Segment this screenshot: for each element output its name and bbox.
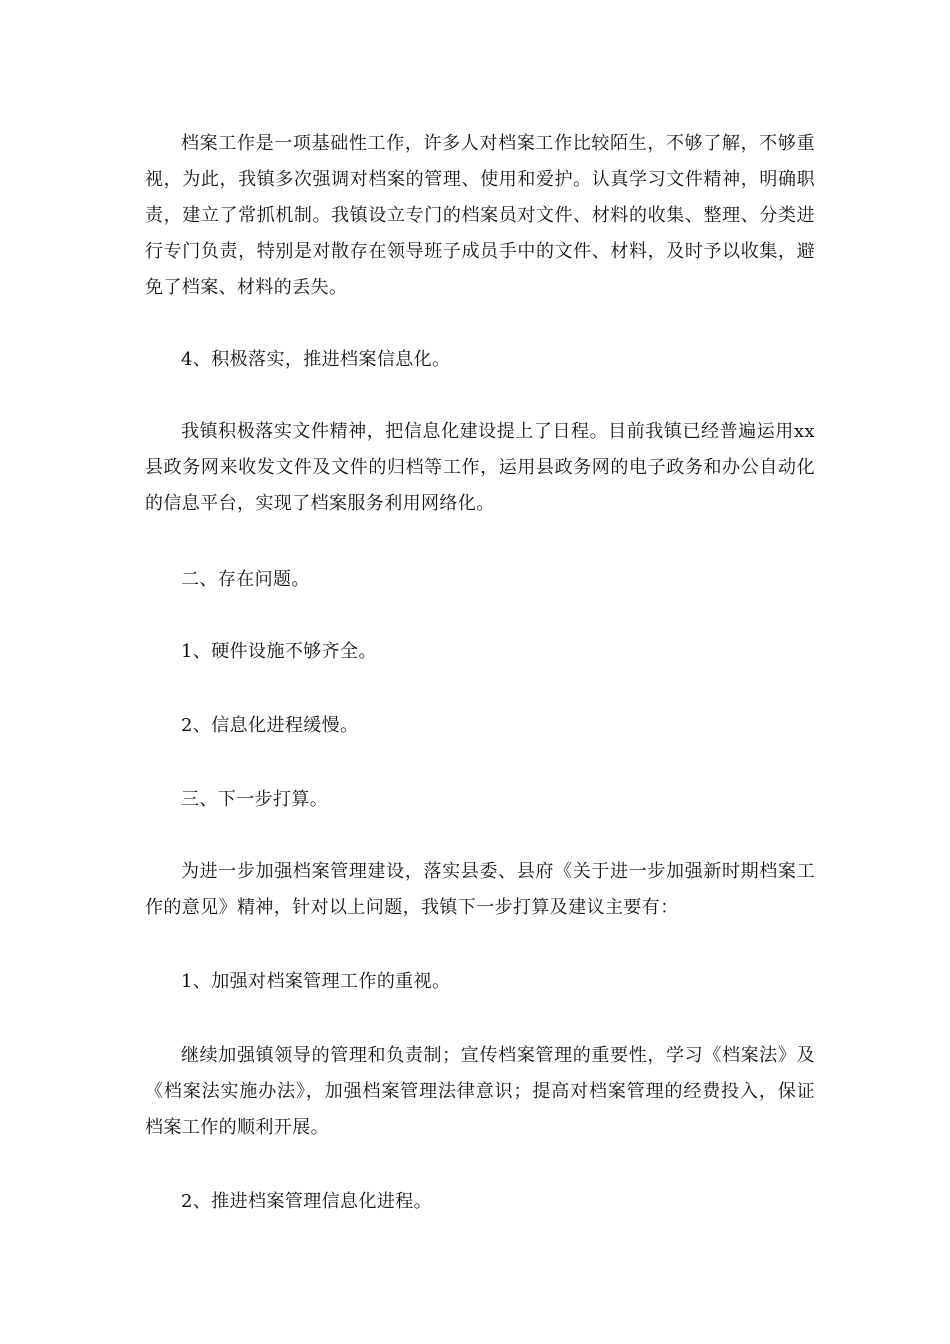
paragraph-leadership-strengthening: 继续加强镇领导的管理和负责制；宣传档案管理的重要性，学习《档案法》及《档案法实施办法》，加强档案管理法律意识；提高对档案管理的经费投入，保证档案工作的顺利开展。 xyxy=(145,1045,815,1138)
heading-informatization-item-4: 4、积极落实，推进档案信息化。 xyxy=(181,349,451,370)
paragraph-informatization-progress: 我镇积极落实文件精神，把信息化建设提上了日程。目前我镇已经普遍运用xx县政务网来收发文件及文件的归档等工作，运用县政务网的电子政务和办公自动化的信息平台，实现了档案服务利用网络化。 xyxy=(145,421,815,514)
heading-next-steps: 三、下一步打算。 xyxy=(181,789,329,810)
next-step-item-2: 2、推进档案管理信息化进程。 xyxy=(181,1191,433,1212)
paragraph-next-steps-intro: 为进一步加强档案管理建设，落实县委、县府《关于进一步加强新时期档案工作的意见》精神，针对以上问题，我镇下一步打算及建议主要有： xyxy=(145,861,815,918)
heading-existing-problems: 二、存在问题。 xyxy=(181,569,310,590)
problem-item-informatization: 2、信息化进程缓慢。 xyxy=(181,715,359,736)
paragraph-archive-work-intro: 档案工作是一项基础性工作，许多人对档案工作比较陌生，不够了解，不够重视，为此，我镇多次强调对档案的管理、使用和爱护。认真学习文件精神，明确职责，建立了常抓机制。我镇设立专门的档案员对文件、材料的收集、整理、分类进行专门负责，特别是对散存在领导班子成员手中的文件、材料，及时予以收集，避免了档案、材料的丢失。 xyxy=(145,133,815,298)
next-step-item-1: 1、加强对档案管理工作的重视。 xyxy=(181,971,451,992)
problem-item-hardware: 1、硬件设施不够齐全。 xyxy=(181,641,377,662)
